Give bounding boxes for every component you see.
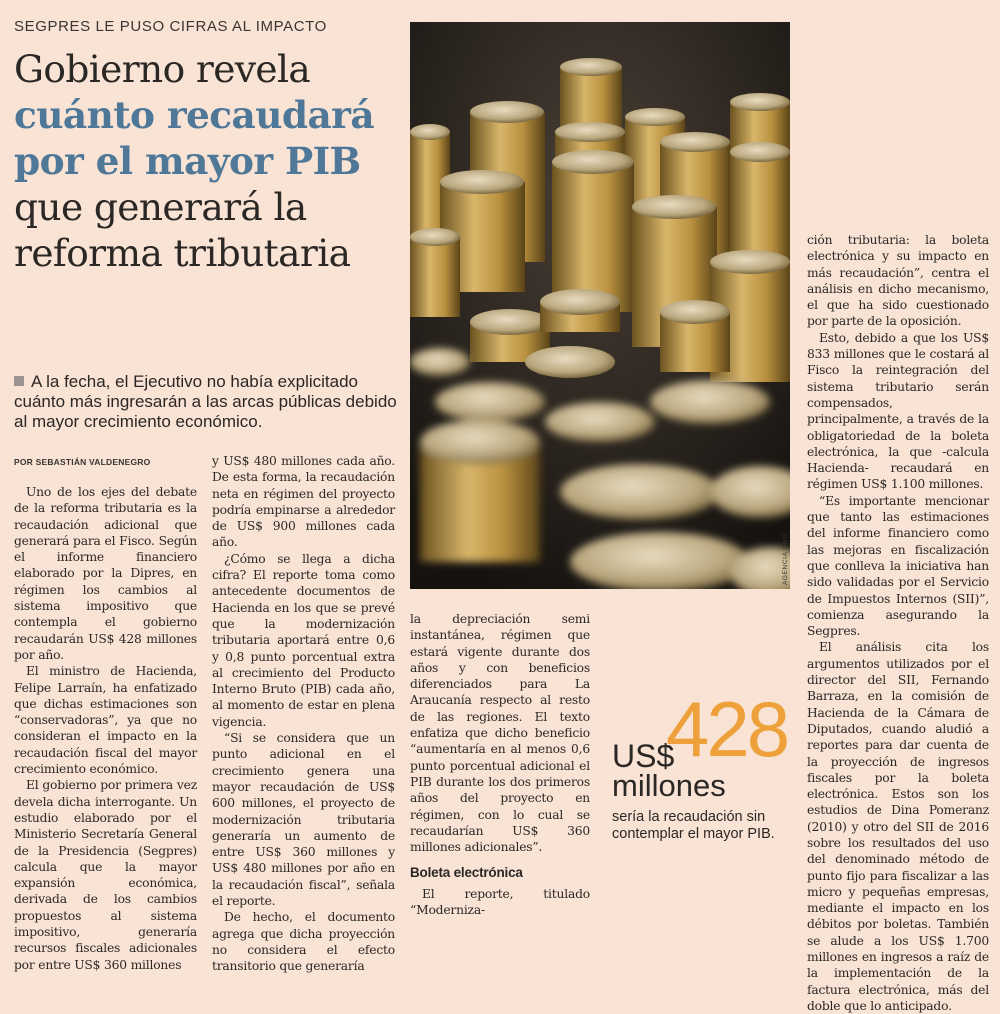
body-paragraph: Uno de los ejes del debate de la reforma tributaria es la recaudación adicional que generará para el Fisco. Según el informe financiero elaborado por la Dipres, en régimen los cambios al sistema impositivo que contempla el gobierno recaudarán US$ 428 millones por año. [14,485,197,662]
body-paragraph: El ministro de Hacienda, Felipe Larraín, ha enfatizado que dichas estimaciones son “conservadoras”, ya que no consideran el impacto en la recaudación fiscal del mayor crecimiento económico. [14,664,197,777]
body-paragraph: Esto, debido a que los US$ 833 millones que le costará al Fisco la reintegración del sistema tributario serán compensados, principalmente, a través de la obligatoriedad de la boleta electrónica, la que -calcula Hacienda- recaudará en régimen US$ 1.100 millones. [807,330,989,492]
headline [14,46,404,276]
body-paragraph: El análisis cita los argumentos utilizados por el director del SII, Fernando Barraza, en la comisión de Hacienda de la Cámara de Diputados, cuando aludió a reportes para dar cuenta de la proyección de ingresos fiscales por la boleta electrónica. Estos son los estudios de Dina Pomeranz (2010) y otro del SII de 2016 sobre los resultados del uso del denominado método de punto fijo para fiscalizar a las micro y pequeñas empresas, mediante el impacto en los débitos por boletas. También se alude a los US$ 1.700 millones en ingresos a raíz de la implementación de la factura electrónica, más del doble que lo anticipado. [807,640,989,1013]
photo-credit: AGENCIA UNO [782,533,789,585]
article-column-1 [14,484,197,973]
byline: POR SEBASTIÁN VALDENEGRO [14,457,151,467]
stat-currency: US$ [612,738,675,774]
bullet-square-icon [14,376,24,386]
body-paragraph: ción tributaria: la boleta electrónica y su impacto en más recaudación”, centra el análisis en dicho mecanismo, el que ha sido cuestionado por parte de la oposición. [807,233,989,329]
headline-line-2: cuánto recaudará [14,93,375,137]
lead-text: A la fecha, el Ejecutivo no había explicitado cuánto más ingresarán a las arcas públicas debido al mayor crecimiento económico. [14,372,397,431]
body-paragraph: y US$ 480 millones cada año. De esta forma, la recaudación neta en régimen del proyecto podría empinarse a alrededor de US$ 900 millones cada año. [212,454,395,550]
headline-line-5: reforma tributaria [14,231,351,275]
coins-photo [410,22,790,589]
headline-line-3: por el mayor PIB [14,139,361,183]
body-paragraph: ¿Cómo se llega a dicha cifra? El reporte toma como antecedente documentos de Hacienda en los que se prevé que la modernización tributaria aportará entre 0,6 y 0,8 punto porcentual extra al crecimiento del Producto Interno Bruto (PIB) cada año, al momento de estar en plena vigencia. [212,551,395,729]
body-paragraph: De hecho, el documento agrega que dicha proyección no considera el efecto transitorio que generaría [212,910,395,974]
body-paragraph: El reporte, titulado “Moderniza- [410,886,590,918]
headline-line-4: que generará la [14,185,307,229]
stat-caption: sería la recaudación sin contemplar el mayor PIB. [612,809,775,842]
lead-paragraph [14,372,404,432]
headline-line-1: Gobierno revela [14,47,311,91]
body-paragraph: “Si se considera que un punto adicional en el crecimiento genera una mayor recaudación de US$ 600 millones, el proyecto de modernización tributaria generaría un aumento de entre US$ 360 millones y US$ 480 millones por año en la recaudación fiscal”, señala el reporte. [212,731,395,909]
article-column-3 [410,611,590,918]
kicker: SEGPRES LE PUSO CIFRAS AL IMPACTO [14,18,327,35]
coins-photo-image [410,22,790,589]
stat-unit: millones [612,768,726,803]
body-paragraph: la depreciación semi instantánea, régimen que estará vigente durante dos años y con beneficios diferenciados para La Araucanía respecto al resto de las regiones. El texto enfatiza que dicho beneficio “aumentaría en al menos 0,6 punto porcentual adicional el PIB durante los dos primeros años del proyecto en régimen, con lo cual se recaudarían US$ 360 millones adicionales”. [410,612,590,855]
subhead: Boleta electrónica [410,865,523,881]
stat-number: 428 [666,685,788,773]
article-column-2 [212,453,395,975]
article-column-4 [807,232,989,1014]
body-paragraph: El gobierno por primera vez devela dicha interrogante. Un estudio elaborado por el Ministerio Secretaría General de la Presidencia (Segpres) calcula que la mayor expansión económica, derivada de los cambios propuestos al sistema impositivo, generaría recursos fiscales adicionales por entre US$ 360 millones [14,778,197,972]
body-paragraph: “Es importante mencionar que tanto las estimaciones del informe financiero como las mejoras en fiscalización que conlleva la iniciativa han sido validadas por el Servicio de Impuestos Internos (SII)”, comienza asegurando la Segpres. [807,493,989,639]
